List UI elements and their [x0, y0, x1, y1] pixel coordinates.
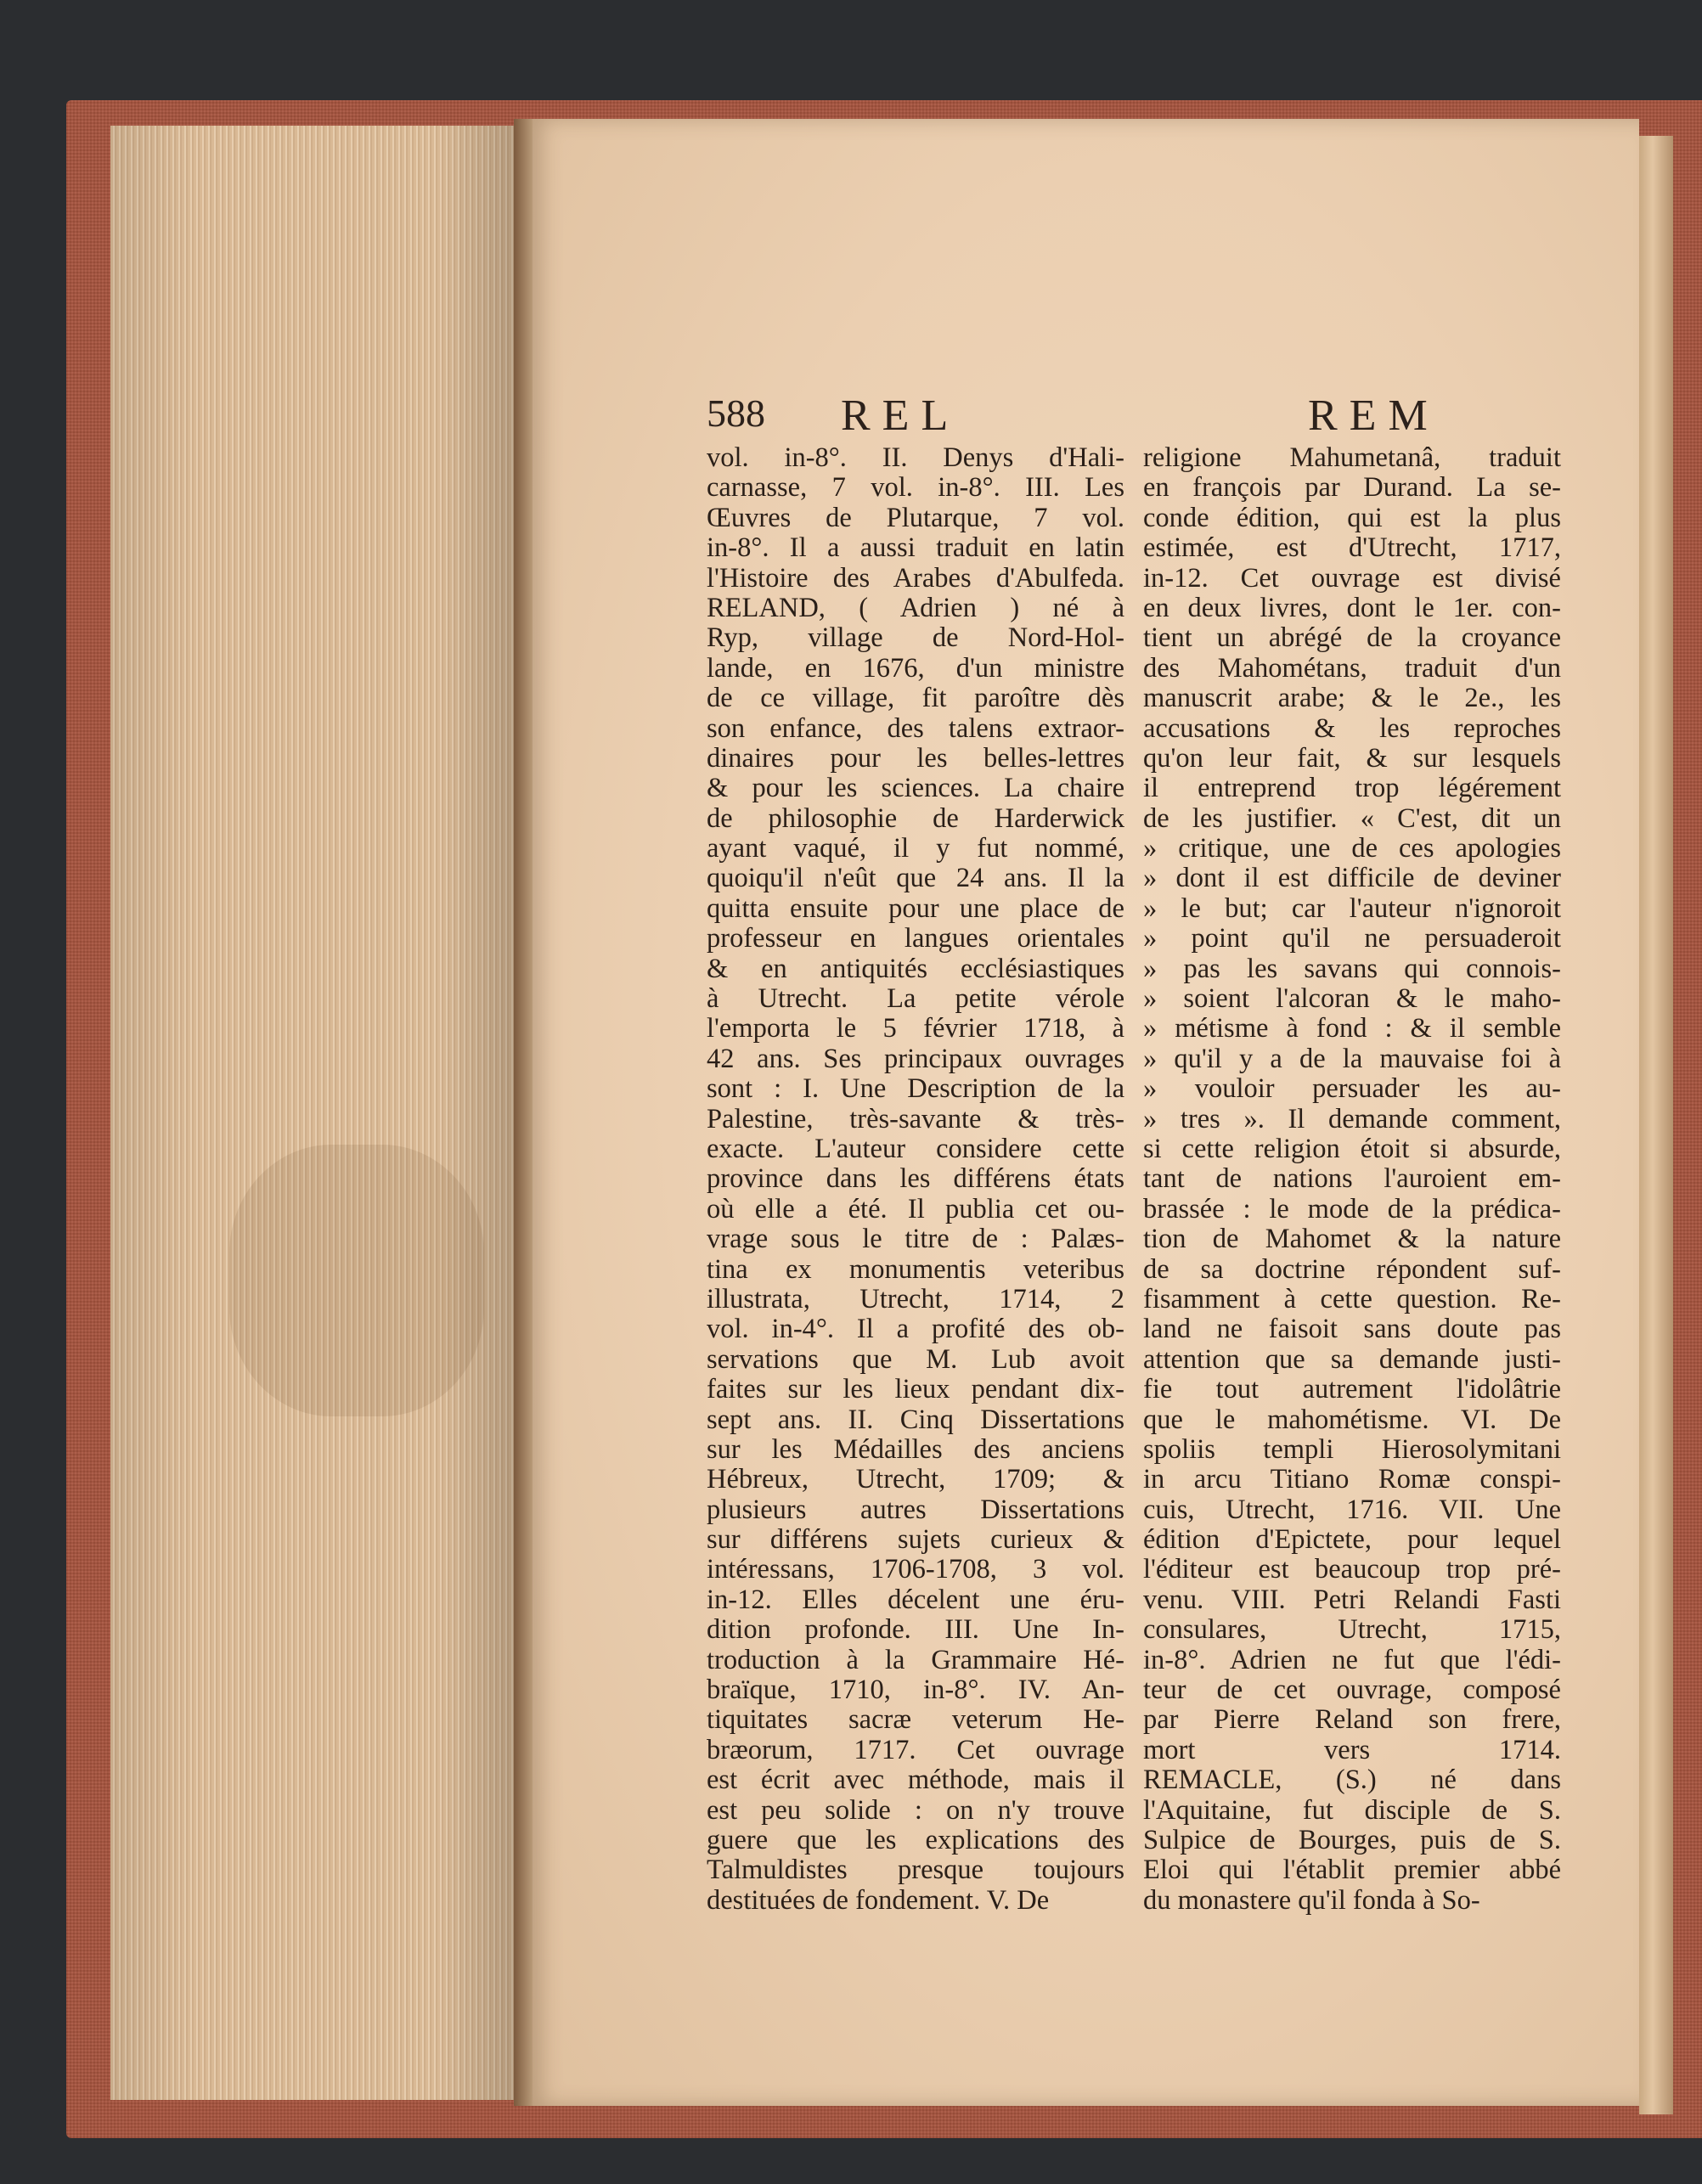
text-line: l'emporta le 5 février 1718, à	[707, 1014, 1124, 1044]
text-line: land ne faisoit sans doute pas	[1143, 1314, 1561, 1345]
text-line: est peu solide : on n'y trouve	[707, 1795, 1124, 1826]
text-line: exacte. L'auteur considere cette	[707, 1134, 1124, 1164]
text-line: in arcu Titiano Romæ conspi-	[1143, 1465, 1561, 1495]
gutter-shadow	[514, 119, 533, 2106]
text-line: vrage sous le titre de : Palæs-	[707, 1224, 1124, 1255]
text-line: servations que M. Lub avoit	[707, 1344, 1124, 1375]
text-line: in-12. Cet ouvrage est divisé	[1143, 563, 1561, 594]
text-line: professeur en langues orientales	[707, 924, 1124, 954]
text-line: cuis, Utrecht, 1716. VII. Une	[1143, 1494, 1561, 1525]
edge-stain	[229, 1145, 484, 1416]
text-line: à Utrecht. La petite vérole	[707, 984, 1124, 1015]
text-line: carnasse, 7 vol. in-8°. III. Les	[707, 473, 1124, 504]
text-line: attention que sa demande justi-	[1143, 1344, 1561, 1375]
text-line: tant de nations l'auroient em-	[1143, 1164, 1561, 1195]
text-line: in-8°. Adrien ne fut que l'édi-	[1143, 1645, 1561, 1675]
text-line: bræorum, 1717. Cet ouvrage	[707, 1735, 1124, 1765]
text-line: ayant vaqué, il y fut nommé,	[707, 834, 1124, 864]
text-line: dition profonde. III. Une In-	[707, 1615, 1124, 1646]
text-line: sur différens sujets curieux &	[707, 1525, 1124, 1556]
text-line: il entreprend trop légérement	[1143, 774, 1561, 804]
text-line: » critique, une de ces apologies	[1143, 834, 1561, 864]
text-line: & pour les sciences. La chaire	[707, 774, 1124, 804]
right-column	[1143, 443, 1561, 1916]
text-line: sur les Médailles des anciens	[707, 1434, 1124, 1465]
text-line: » pas les savans qui connois-	[1143, 954, 1561, 984]
text-line: troduction à la Grammaire Hé-	[707, 1645, 1124, 1675]
text-line: sept ans. II. Cinq Dissertations	[707, 1404, 1124, 1435]
text-line: de les justifier. « C'est, dit un	[1143, 803, 1561, 834]
text-line: où elle a été. Il publia cet ou-	[707, 1194, 1124, 1224]
text-line: » tres ». Il demande comment,	[1143, 1104, 1561, 1134]
text-line: vol. in-4°. Il a profité des ob-	[707, 1314, 1124, 1345]
text-line: fisamment à cette question. Re-	[1143, 1284, 1561, 1314]
text-line: Ryp, village de Nord-Hol-	[707, 623, 1124, 654]
text-line: Sulpice de Bourges, puis de S.	[1143, 1825, 1561, 1855]
text-line: de ce village, fit paroître dès	[707, 684, 1124, 714]
page	[527, 119, 1639, 2106]
text-line: l'éditeur est beaucoup trop pré-	[1143, 1555, 1561, 1585]
text-line: Talmuldistes presque toujours	[707, 1855, 1124, 1886]
text-line: » vouloir persuader les au-	[1143, 1074, 1561, 1105]
text-line: Hébreux, Utrecht, 1709; &	[707, 1465, 1124, 1495]
text-line: édition d'Epictete, pour lequel	[1143, 1525, 1561, 1556]
running-head-right: REM	[1308, 391, 1440, 440]
text-line: l'Aquitaine, fut disciple de S.	[1143, 1795, 1561, 1826]
text-line: RELAND, ( Adrien ) né à	[707, 593, 1124, 623]
text-line: tina ex monumentis veteribus	[707, 1254, 1124, 1285]
running-head-left: REL	[841, 391, 961, 440]
text-line: brassée : le mode de la prédica-	[1143, 1194, 1561, 1224]
page-block-edges	[110, 126, 518, 2100]
text-line: in-12. Elles décelent une éru-	[707, 1585, 1124, 1615]
text-line: » qu'il y a de la mauvaise foi à	[1143, 1044, 1561, 1074]
text-line: tient un abrégé de la croyance	[1143, 623, 1561, 654]
text-line: » point qu'il ne persuaderoit	[1143, 924, 1561, 954]
text-line: REMACLE, (S.) né dans	[1143, 1765, 1561, 1796]
text-line: spoliis templi Hierosolymitani	[1143, 1434, 1561, 1465]
text-line: venu. VIII. Petri Relandi Fasti	[1143, 1585, 1561, 1615]
text-line: manuscrit arabe; & le 2e., les	[1143, 684, 1561, 714]
text-line: l'Histoire des Arabes d'Abulfeda.	[707, 563, 1124, 594]
text-line: conde édition, qui est la plus	[1143, 503, 1561, 533]
text-line: Œuvres de Plutarque, 7 vol.	[707, 503, 1124, 533]
text-line: de philosophie de Harderwick	[707, 803, 1124, 834]
text-line: consulares, Utrecht, 1715,	[1143, 1615, 1561, 1646]
text-line: en deux livres, dont le 1er. con-	[1143, 593, 1561, 623]
text-line: tion de Mahomet & la nature	[1143, 1224, 1561, 1255]
text-line: destituées de fondement. V. De	[707, 1885, 1050, 1916]
text-line: quitta ensuite pour une place de	[707, 893, 1124, 924]
text-line: illustrata, Utrecht, 1714, 2	[707, 1284, 1124, 1314]
text-line: » soient l'alcoran & le maho-	[1143, 984, 1561, 1015]
text-line: in-8°. Il a aussi traduit en latin	[707, 533, 1124, 564]
facing-page-edge	[1639, 136, 1673, 2114]
text-line: Eloi qui l'établit premier abbé	[1143, 1855, 1561, 1886]
text-line: vol. in-8°. II. Denys d'Hali-	[707, 443, 1124, 473]
text-line: plusieurs autres Dissertations	[707, 1494, 1124, 1525]
text-line: Palestine, très-savante & très-	[707, 1104, 1124, 1134]
text-line: teur de cet ouvrage, composé	[1143, 1675, 1561, 1706]
text-line: par Pierre Reland son frere,	[1143, 1705, 1561, 1736]
text-line: que le mahométisme. VI. De	[1143, 1404, 1561, 1435]
text-line: intéressans, 1706-1708, 3 vol.	[707, 1555, 1124, 1585]
text-line: de sa doctrine répondent suf-	[1143, 1254, 1561, 1285]
text-line: du monastere qu'il fonda à So-	[1143, 1885, 1480, 1916]
text-line: en françois par Durand. La se-	[1143, 473, 1561, 504]
text-line: sont : I. Une Description de la	[707, 1074, 1124, 1105]
page-number: 588	[707, 391, 765, 435]
text-line: des Mahométans, traduit d'un	[1143, 653, 1561, 684]
text-line: est écrit avec méthode, mais il	[707, 1765, 1124, 1796]
text-line: tiquitates sacræ veterum He-	[707, 1705, 1124, 1736]
text-line: si cette religion étoit si absurde,	[1143, 1134, 1561, 1164]
text-line: » le but; car l'auteur n'ignoroit	[1143, 893, 1561, 924]
text-line: estimée, est d'Utrecht, 1717,	[1143, 533, 1561, 564]
text-line: 42 ans. Ses principaux ouvrages	[707, 1044, 1124, 1074]
text-line: son enfance, des talens extraor-	[707, 713, 1124, 744]
text-line: province dans les différens états	[707, 1164, 1124, 1195]
running-head	[527, 391, 1639, 442]
text-line: » métisme à fond : & il semble	[1143, 1014, 1561, 1044]
text-line: fie tout autrement l'idolâtrie	[1143, 1375, 1561, 1405]
text-line: & en antiquités ecclésiastiques	[707, 954, 1124, 984]
text-line: accusations & les reproches	[1143, 713, 1561, 744]
text-line: faites sur les lieux pendant dix-	[707, 1375, 1124, 1405]
text-line: braïque, 1710, in-8°. IV. An-	[707, 1675, 1124, 1706]
left-column	[707, 443, 1124, 1916]
text-line: dinaires pour les belles-lettres	[707, 743, 1124, 774]
text-line: qu'on leur fait, & sur lesquels	[1143, 743, 1561, 774]
text-line: religione Mahumetanâ, traduit	[1143, 443, 1561, 473]
text-line: quoiqu'il n'eût que 24 ans. Il la	[707, 864, 1124, 894]
text-line: guere que les explications des	[707, 1825, 1124, 1855]
text-line: lande, en 1676, d'un ministre	[707, 653, 1124, 684]
text-line: mort vers 1714.	[1143, 1735, 1561, 1765]
text-line: » dont il est difficile de deviner	[1143, 864, 1561, 894]
